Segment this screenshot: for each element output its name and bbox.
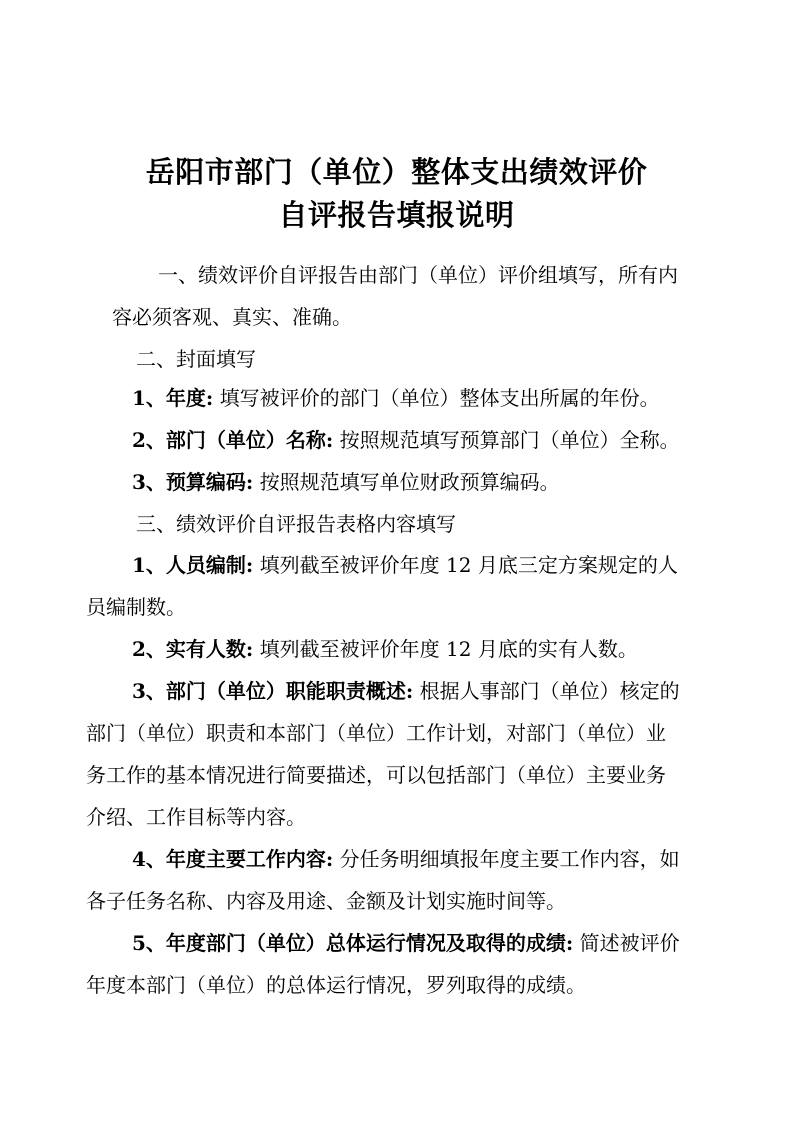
table-item-staffing-text1: 填列截至被评价年度 12 月底三定方案规定的人	[259, 553, 678, 577]
document-title-line1: 岳阳市部门（单位）整体支出绩效评价	[145, 155, 648, 189]
table-item-staffing-label: 1、人员编制:	[132, 553, 254, 577]
table-item-functions-text4: 介绍、工作目标等内容。	[86, 805, 306, 829]
cover-item-dept-name	[132, 428, 772, 452]
cover-item-dept-name-text: 按照规范填写预算部门（单位）全称。	[339, 428, 680, 452]
section1-line2: 容必须客观、真实、准确。	[112, 305, 352, 329]
table-item-annual-work	[132, 847, 772, 871]
section3-heading: 三、绩效评价自评报告表格内容填写	[136, 512, 456, 536]
cover-item-budget-code	[132, 470, 772, 494]
cover-item-year	[132, 386, 772, 410]
table-item-overall-operation-label: 5、年度部门（单位）总体运行情况及取得的成绩:	[132, 931, 574, 955]
cover-item-budget-code-label: 3、预算编码:	[132, 470, 254, 494]
table-item-annual-work-label: 4、年度主要工作内容:	[132, 847, 334, 871]
table-item-functions-text2: 部门（单位）职责和本部门（单位）工作计划，对部门（单位）业	[86, 721, 666, 745]
table-item-overall-operation-text1: 简述被评价	[579, 931, 680, 955]
table-item-actual-staff	[132, 637, 772, 661]
table-item-actual-staff-label: 2、实有人数:	[132, 637, 254, 661]
table-item-functions	[132, 679, 772, 703]
table-item-overall-operation	[132, 931, 772, 955]
table-item-staffing	[132, 553, 772, 577]
table-item-functions-text3: 务工作的基本情况进行简要描述，可以包括部门（单位）主要业务	[86, 763, 666, 787]
cover-item-year-label: 1、年度:	[132, 386, 214, 410]
cover-item-budget-code-text: 按照规范填写单位财政预算编码。	[259, 470, 560, 494]
table-item-annual-work-text1: 分任务明细填报年度主要工作内容，如	[339, 847, 680, 871]
table-item-annual-work-text2: 各子任务名称、内容及用途、金额及计划实施时间等。	[86, 889, 566, 913]
document-title-line2: 自评报告填报说明	[278, 198, 515, 232]
cover-item-dept-name-label: 2、部门（单位）名称:	[132, 428, 334, 452]
table-item-overall-operation-text2: 年度本部门（单位）的总体运行情况，罗列取得的成绩。	[86, 973, 586, 997]
table-item-actual-staff-text1: 填列截至被评价年度 12 月底的实有人数。	[259, 637, 638, 661]
section2-heading: 二、封面填写	[136, 347, 256, 371]
cover-item-year-text: 填写被评价的部门（单位）整体支出所属的年份。	[219, 386, 660, 410]
table-item-staffing-text2: 员编制数。	[86, 595, 186, 619]
table-item-functions-label: 3、部门（单位）职能职责概述:	[132, 679, 414, 703]
section1-line1: 一、绩效评价自评报告由部门（单位）评价组填写，所有内	[158, 263, 678, 287]
table-item-functions-text1: 根据人事部门（单位）核定的	[419, 679, 680, 703]
